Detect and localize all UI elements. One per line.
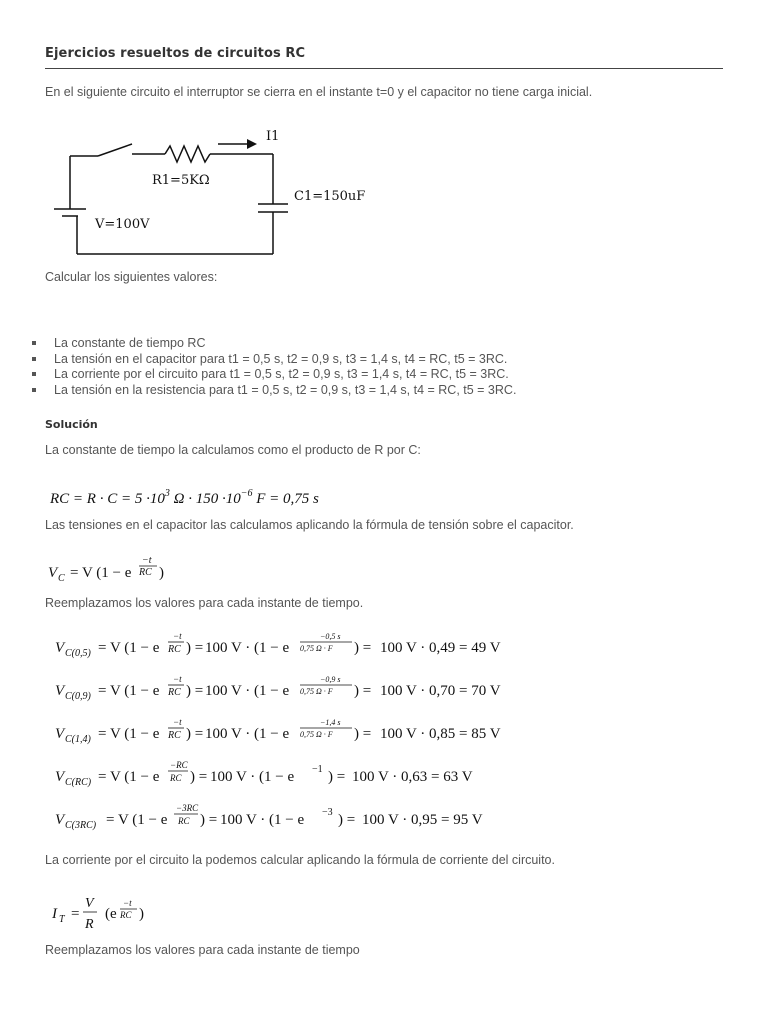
svg-text:100 V · 0,95 = 95 V: 100 V · 0,95 = 95 V (362, 812, 483, 828)
list-item: La corriente por el circuito para t1 = 0,5 s, t2 = 0,9 s, t3 = 1,4 s, t4 = RC, t5 = 3RC. (32, 367, 516, 383)
vc-explanation: Las tensiones en el capacitor las calculamos aplicando la fórmula de tensión sobre el capacitor. (45, 518, 574, 532)
current-explanation: La corriente por el circuito la podemos calcular aplicando la fórmula de corriente del circuito. (45, 853, 555, 867)
vc-row (55, 631, 501, 659)
svg-text:) =: ) = (354, 726, 372, 742)
svg-text:−0,9 s: −0,9 s (320, 675, 341, 684)
resistor-r1 (165, 146, 210, 162)
bullet-icon (32, 357, 36, 361)
list-item: La tensión en la resistencia para t1 = 0,5 s, t2 = 0,9 s, t3 = 1,4 s, t4 = RC, t5 = 3RC. (32, 383, 516, 399)
svg-text:RC: RC (168, 687, 181, 698)
replace-values-text-2: Reemplazamos los valores para cada instante de tiempo (45, 943, 360, 957)
svg-text:): ) (139, 906, 144, 922)
svg-text:) =: ) = (328, 769, 346, 785)
svg-text:100 V · 0,49 = 49 V: 100 V · 0,49 = 49 V (380, 640, 501, 656)
svg-text:V: V (55, 769, 65, 785)
svg-text:) =: ) = (354, 640, 372, 656)
svg-text:−t: −t (173, 674, 182, 684)
svg-text:V: V (55, 812, 65, 828)
svg-text:C(1,4): C(1,4) (65, 734, 91, 745)
svg-text:) =: ) = (186, 640, 204, 656)
svg-text:RC: RC (139, 567, 152, 578)
svg-text:R: R (85, 917, 94, 932)
vc-calculations (50, 630, 530, 835)
bullet-icon (32, 341, 36, 345)
svg-text:−RC: −RC (170, 760, 188, 770)
svg-text:=: = (71, 906, 80, 922)
current-arrow-head (247, 139, 257, 149)
document-title: Ejercicios resueltos de circuitos RC (45, 46, 306, 61)
svg-text:) =: ) = (186, 683, 204, 699)
svg-text:): ) (159, 565, 164, 581)
solution-heading: Solución (45, 418, 98, 431)
svg-text:−1: −1 (312, 764, 323, 775)
svg-text:−t: −t (142, 555, 152, 566)
svg-text:C(3RC): C(3RC) (65, 820, 97, 831)
svg-text:C(0,9): C(0,9) (65, 691, 91, 702)
switch-blade (98, 144, 132, 156)
svg-text:V: V (85, 896, 94, 911)
vc-row (55, 803, 483, 831)
svg-text:100 V · (1 − e: 100 V · (1 − e (220, 812, 305, 828)
svg-text:C(RC): C(RC) (65, 777, 92, 788)
vc-row (55, 760, 473, 788)
vc-row (55, 674, 501, 702)
svg-text:(e: (e (105, 906, 117, 922)
svg-text:100 V · (1 − e: 100 V · (1 − e (205, 640, 290, 656)
replace-values-text: Reemplazamos los valores para cada instante de tiempo. (45, 596, 364, 610)
svg-text:I: I (52, 906, 57, 922)
svg-text:−3: −3 (322, 807, 333, 818)
list-item: La tensión en el capacitor para t1 = 0,5 s, t2 = 0,9 s, t3 = 1,4 s, t4 = RC, t5 = 3RC. (32, 352, 516, 368)
source-label: V=100V (95, 217, 150, 232)
title-divider (45, 68, 723, 69)
svg-text:T: T (59, 914, 65, 925)
svg-text:= V (1 − e: = V (1 − e (98, 726, 160, 742)
svg-text:= V (1 − e: = V (1 − e (70, 565, 132, 581)
svg-text:−t: −t (123, 898, 132, 908)
svg-text:0,75 Ω · F: 0,75 Ω · F (300, 730, 333, 739)
svg-text:) =: ) = (200, 812, 218, 828)
svg-text:100 V · (1 − e: 100 V · (1 − e (205, 683, 290, 699)
svg-text:) =: ) = (354, 683, 372, 699)
svg-text:−t: −t (173, 717, 182, 727)
current-formula (45, 888, 245, 938)
svg-text:C: C (58, 573, 65, 584)
svg-text:100 V · 0,63 = 63 V: 100 V · 0,63 = 63 V (352, 769, 473, 785)
svg-text:= V (1 − e: = V (1 − e (98, 769, 160, 785)
task-list (32, 336, 516, 398)
svg-text:−0,5 s: −0,5 s (320, 632, 341, 641)
svg-text:= V (1 − e: = V (1 − e (98, 640, 160, 656)
svg-text:V: V (55, 683, 65, 699)
list-item: La constante de tiempo RC (32, 336, 516, 352)
svg-text:100 V · 0,70 = 70 V: 100 V · 0,70 = 70 V (380, 683, 501, 699)
svg-text:RC: RC (168, 730, 181, 741)
svg-text:100 V · (1 − e: 100 V · (1 − e (210, 769, 295, 785)
rc-formula (45, 483, 465, 511)
vc-row (55, 717, 501, 745)
svg-text:RC: RC (170, 773, 182, 783)
calc-intro: Calcular los siguientes valores: (45, 270, 218, 284)
svg-text:RC = R · C = 5 ·103 Ω · 150 ·1: RC = $R \cdot C = 5 \cdot 10^3$ $\Omega \cdot 150 \cdot 10^{-6}$ F = 0,75 s (50, 488, 319, 507)
svg-text:= V (1 − e: = V (1 − e (106, 812, 168, 828)
svg-text:−t: −t (173, 631, 182, 641)
svg-text:0,75 Ω · F: 0,75 Ω · F (300, 644, 333, 653)
svg-text:RC: RC (120, 910, 132, 920)
capacitor-label: C1=150uF (294, 189, 366, 204)
bullet-icon (32, 372, 36, 376)
svg-text:100 V · (1 − e: 100 V · (1 − e (205, 726, 290, 742)
svg-text:RC: RC (178, 816, 190, 826)
svg-text:C(0,5): C(0,5) (65, 648, 91, 659)
svg-text:) =: ) = (190, 769, 208, 785)
svg-text:100 V · 0,85 = 85 V: 100 V · 0,85 = 85 V (380, 726, 501, 742)
svg-text:V: V (55, 726, 65, 742)
svg-text:−1,4 s: −1,4 s (320, 718, 341, 727)
vc-formula (45, 553, 245, 587)
svg-text:−3RC: −3RC (176, 803, 199, 813)
rc-explanation: La constante de tiempo la calculamos como el producto de R por C: (45, 443, 421, 457)
svg-text:= V (1 − e: = V (1 − e (98, 683, 160, 699)
svg-text:0,75 Ω · F: 0,75 Ω · F (300, 687, 333, 696)
svg-text:V: V (48, 565, 58, 581)
svg-text:RC: RC (168, 644, 181, 655)
bullet-icon (32, 388, 36, 392)
intro-paragraph: En el siguiente circuito el interruptor se cierra en el instante t=0 y el capacitor no tiene carga inicial. (45, 85, 593, 99)
svg-text:) =: ) = (338, 812, 356, 828)
svg-text:V: V (55, 640, 65, 656)
svg-text:) =: ) = (186, 726, 204, 742)
rc-circuit-diagram (40, 124, 380, 264)
current-label: I1 (266, 129, 280, 144)
resistor-label: R1=5KΩ (152, 173, 210, 188)
